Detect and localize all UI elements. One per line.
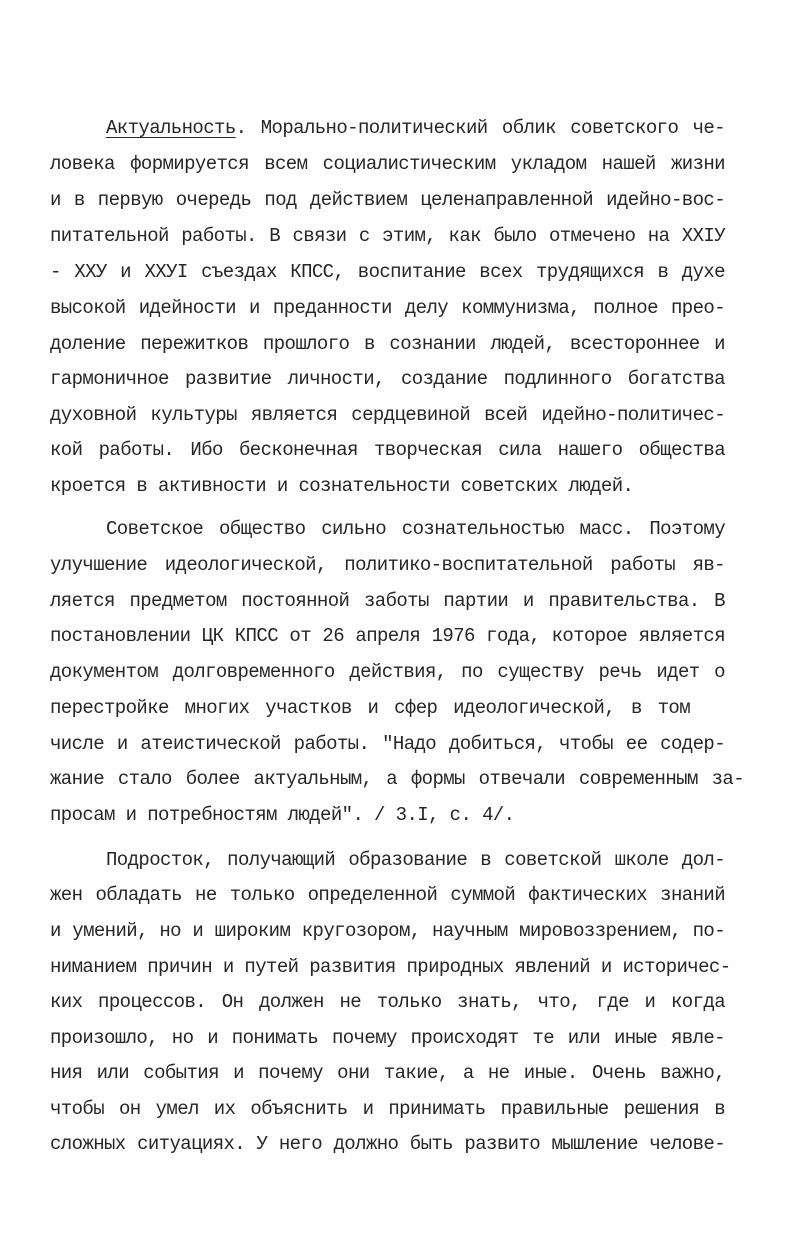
paragraph-1-line-4: питательной работы. В связи с этим, как было отмечено на XXIУ [50,225,725,247]
paragraph-3-line-5: ких процессов. Он должен не только знать, что, где и когда [50,991,725,1013]
paragraph-1-line-11: кроется в активности и сознательности советских людей. [50,475,634,497]
paragraph-3-line-1: Подросток, получающий образование в советской школе дол- [106,849,725,871]
paragraph-3-line-6: произошло, но и понимать почему происходят те или иные явле- [50,1027,725,1049]
paragraph-1-line-10: кой работы. Ибо бесконечная творческая сила нашего общества [50,439,725,461]
paragraph-1-line-3: и в первую очередь под действием целенаправленной идейно-вос- [50,189,725,211]
paragraph-3-line-2: жен обладать не только определенной суммой фактических знаний [50,884,725,906]
paragraph-2-line-3: ляется предметом постоянной заботы партии и правительства. В [50,590,725,612]
paragraph-3-line-7: ния или события и почему они такие, а не иные. Очень важно, [50,1062,725,1084]
paragraph-3-line-3: и умений, но и широким кругозором, научным мировоззрением, по- [50,920,725,942]
paragraph-1-line-1 [106,113,725,143]
paragraph-1-line-6: высокой идейности и преданности делу коммунизма, полное прео- [50,297,725,319]
paragraph-1-line-5: - XXУ и XXУI съездах КПСС, воспитание всех трудящихся в духе [50,261,725,283]
paragraph-1-line-9: духовной культуры является сердцевиной всей идейно-политичес- [50,404,725,426]
paragraph-2-line-1: Советское общество сильно сознательностью масс. Поэтому [106,518,725,540]
paragraph-2-line-9: просам и потребностям людей". / 3.I, с. 4/. [50,804,515,826]
paragraph-1-line-8: гармоничное развитие личности, создание подлинного богатства [50,368,725,390]
lead-rest: . Морально-политический облик советского че- [235,117,725,139]
paragraph-1-line-7: доление пережитков прошлого в сознании людей, всестороннее и [50,333,725,355]
paragraph-2-line-6: перестройке многих участков и сфер идеологической, в том [50,697,690,719]
paragraph-2-line-7: числе и атеистической работы. "Надо добиться, чтобы ее содер- [50,733,725,755]
paragraph-3-line-9: сложных ситуациях. У него должно быть развито мышление челове- [50,1133,725,1155]
paragraph-2-line-5: документом долговременного действия, по существу речь идет о [50,661,725,683]
lead-term: Актуальность [106,117,236,139]
paragraph-1-line-2: ловека формируется всем социалистическим укладом нашей жизни [50,153,725,175]
paragraph-3-line-4: ниманием причин и путей развития природных явлений и историчес- [50,956,731,978]
paragraph-2-line-8: жание стало более актуальным, а формы отвечали современным за- [50,768,744,790]
paragraph-2-line-4: постановлении ЦК КПСС от 26 апреля 1976 года, которое является [50,625,725,647]
paragraph-2-line-2: улучшение идеологической, политико-воспитательной работы яв- [50,554,725,576]
paragraph-3-line-8: чтобы он умел их объяснить и принимать правильные решения в [50,1098,725,1120]
